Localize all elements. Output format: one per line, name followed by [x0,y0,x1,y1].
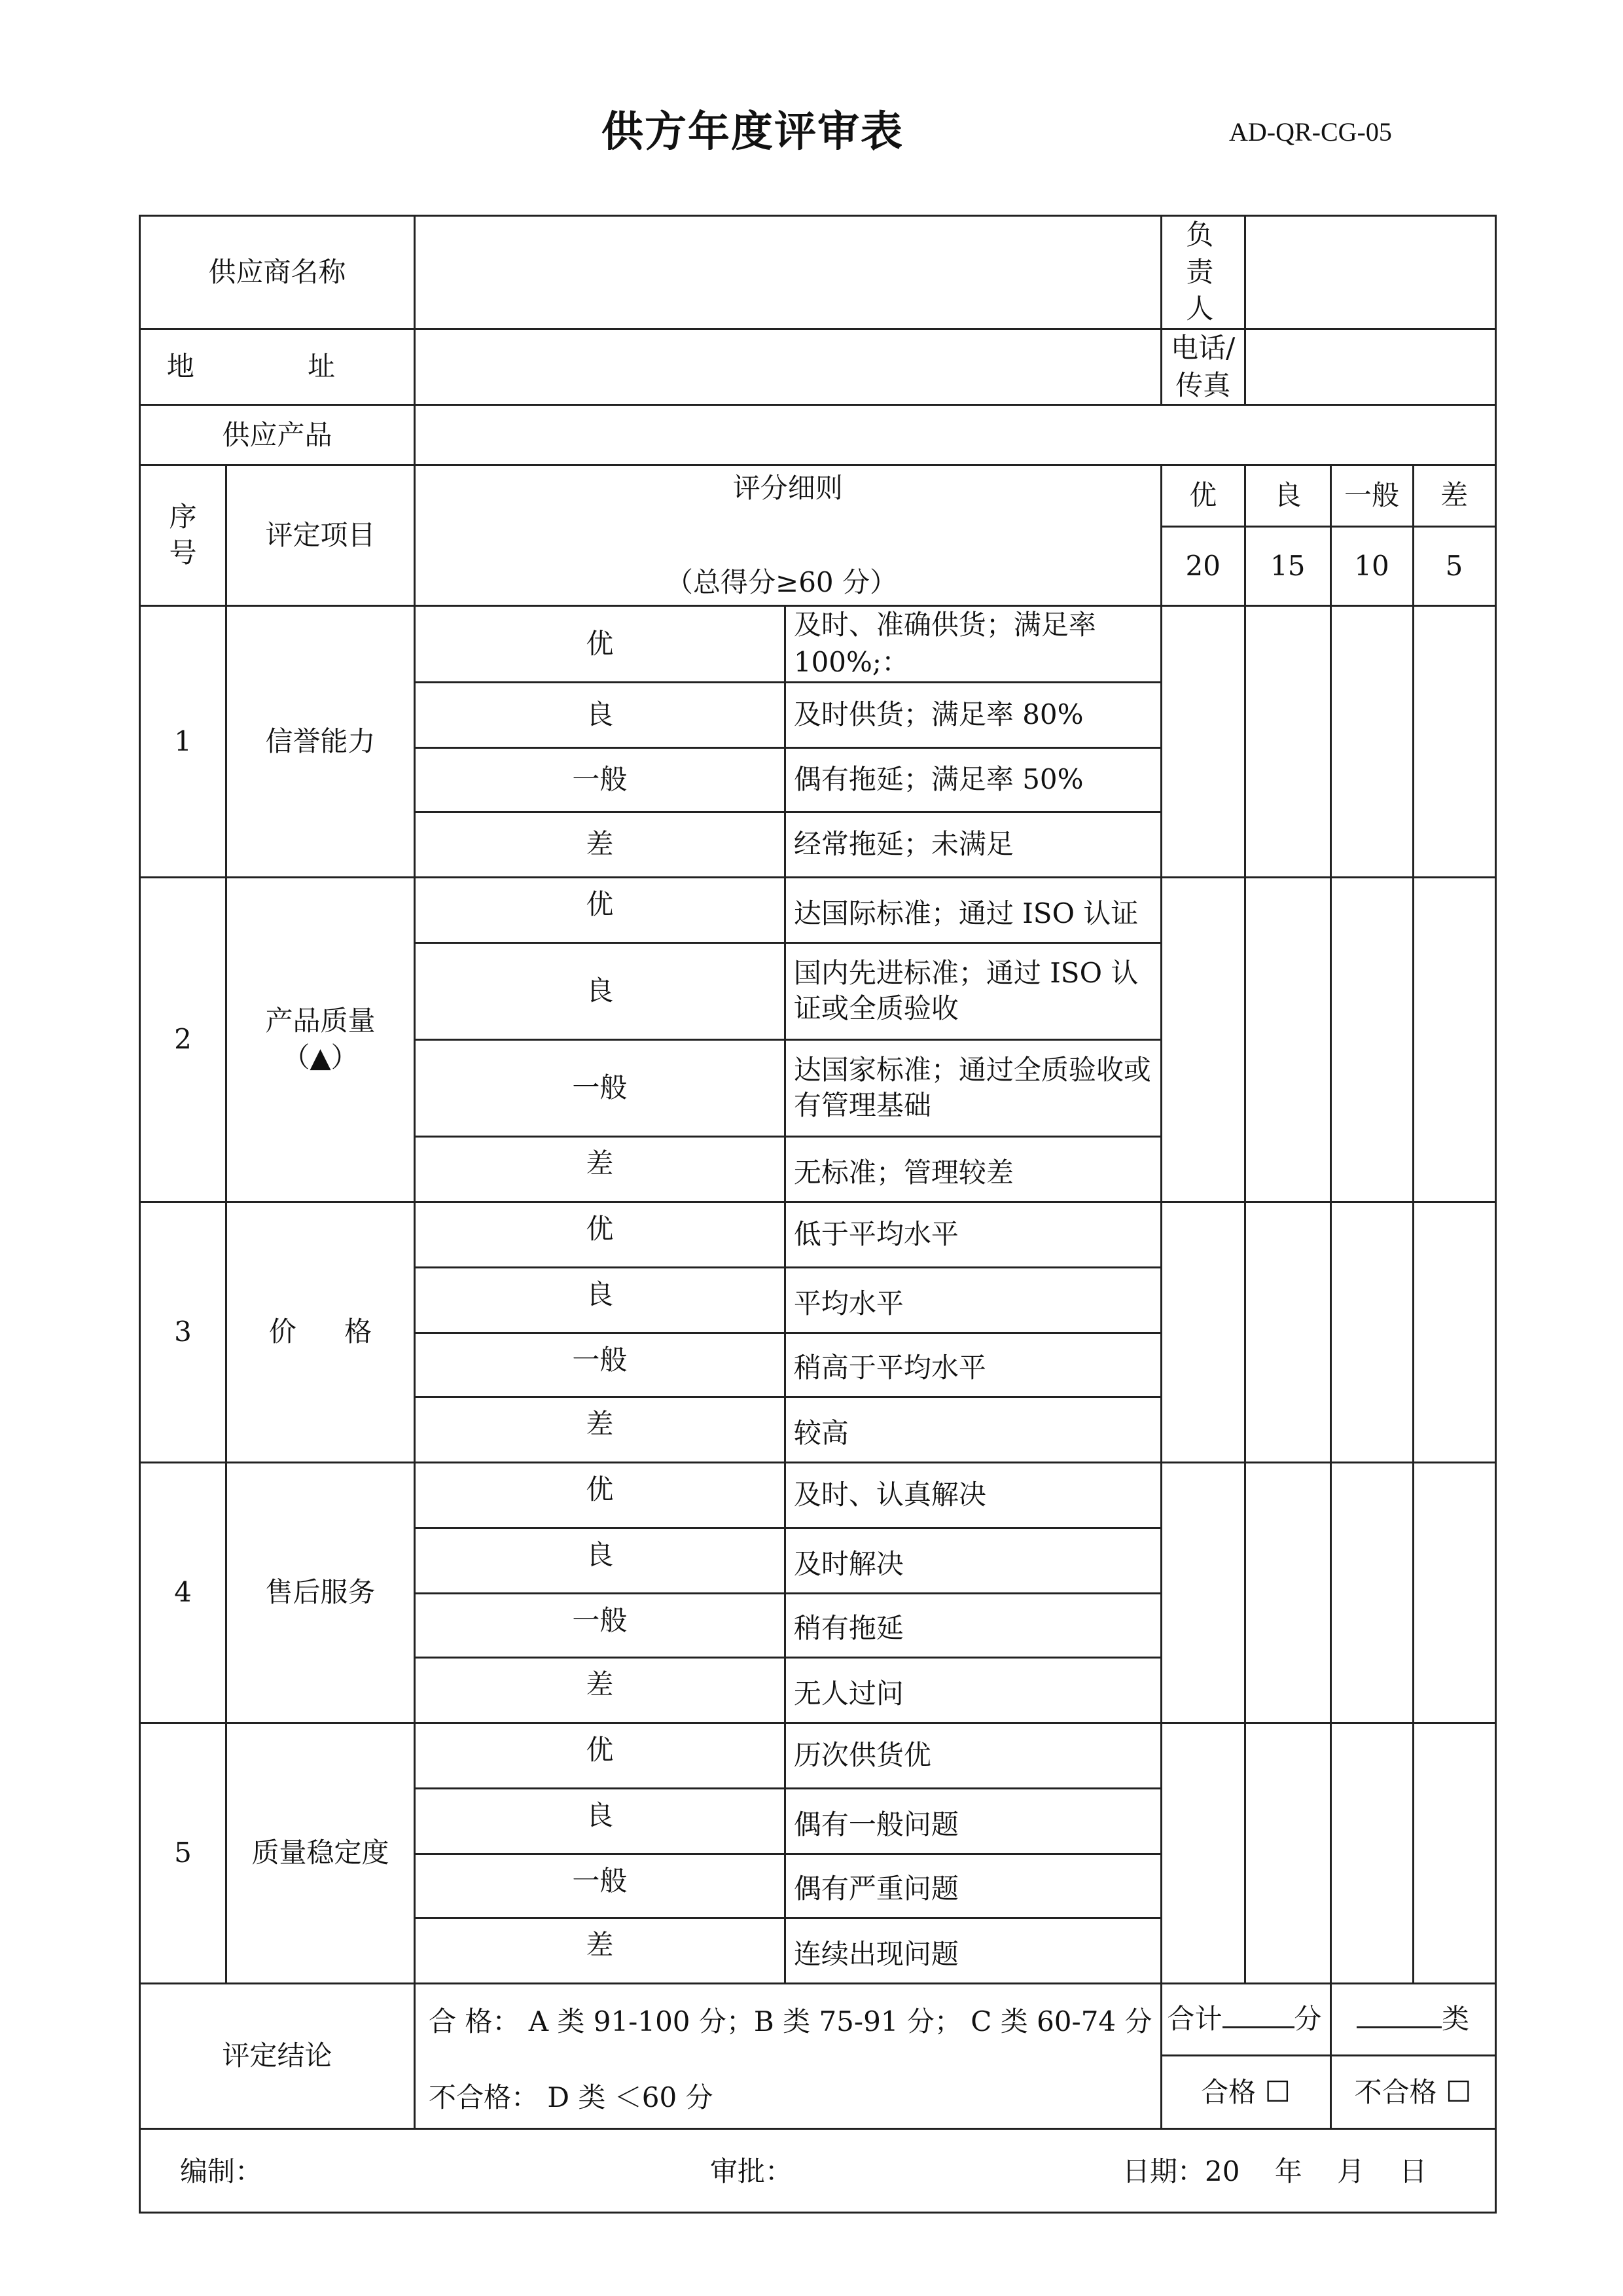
supplier-name-label: 供应商名称 [140,216,415,329]
rules-note: （总得分≥60 分） [666,565,897,598]
desc-cell: 稍高于平均水平 [785,1333,1161,1397]
item-seq: 3 [140,1202,226,1462]
desc-cell: 稍有拖延 [785,1593,1161,1657]
product-label: 供应产品 [140,405,415,465]
class-blank[interactable] [1357,2007,1442,2028]
grade-header-0: 优 [1161,465,1245,526]
score-cell-b[interactable] [1245,1723,1330,1983]
item-seq: 2 [140,877,226,1202]
approved-label: 审批： [710,2155,793,2188]
phone-fax-label: 电话/传真 [1161,329,1245,405]
class-cell [1330,1983,1495,2055]
item-seq: 5 [140,1723,226,1983]
desc-cell: 国内先进标准；通过 ISO 认证或全质验收 [785,942,1161,1039]
fail-option[interactable] [1330,2055,1495,2128]
compiled-label: 编制： [180,2155,263,2188]
grade-header-2: 一般 [1330,465,1413,526]
review-table [139,215,1497,2214]
conclusion-label: 评定结论 [140,1983,415,2128]
form-title: 供方年度评审表 [601,107,904,156]
grade-score-3: 5 [1413,526,1495,606]
grade-cell: 一般 [415,747,785,812]
pass-label: 合格 [1201,2075,1257,2108]
grade-cell: 优 [415,1723,785,1788]
total-score-cell [1161,1983,1330,2055]
desc-cell: 偶有一般问题 [785,1788,1161,1854]
score-cell-d[interactable] [1413,1202,1495,1462]
responsible-label: 负 责 人 [1161,216,1245,329]
product-field[interactable] [415,405,1496,465]
score-cell-d[interactable] [1413,606,1495,877]
address-label: 地 址 [140,329,415,405]
item-name: 售后服务 [226,1462,415,1723]
item-name-note: （▲） [282,1041,359,1074]
form-code: AD-QR-CG-05 [1229,117,1392,147]
responsible-field[interactable] [1245,216,1495,329]
phone-fax-field[interactable] [1245,329,1495,405]
desc-cell: 低于平均水平 [785,1202,1161,1267]
grade-cell: 优 [415,606,785,682]
grade-header-3: 差 [1413,465,1495,526]
signature-row [140,2128,1496,2212]
pass-criteria: 合 格： A 类 91-100 分；B 类 75-91 分； C 类 60-74 分 [429,2005,1152,2038]
rules-header [415,465,1162,606]
grade-score-1: 15 [1245,526,1330,606]
address-field[interactable] [415,329,1162,405]
desc-cell: 达国际标准；通过 ISO 认证 [785,877,1161,942]
item-seq: 4 [140,1462,226,1723]
score-cell-c[interactable] [1330,1202,1413,1462]
score-cell-a[interactable] [1161,606,1245,877]
grade-cell: 良 [415,942,785,1039]
score-cell-b[interactable] [1245,877,1330,1202]
grade-score-0: 20 [1161,526,1245,606]
pass-checkbox[interactable]: ☐ [1264,2075,1291,2109]
desc-cell: 及时、准确供货；满足率 100%;： [785,606,1161,682]
desc-cell: 及时、认真解决 [785,1462,1161,1528]
grade-cell: 一般 [415,1593,785,1657]
supplier-name-field[interactable] [415,216,1162,329]
date-label: 日期：20 年 月 日 [1122,2155,1427,2188]
grade-cell: 良 [415,1788,785,1854]
grade-cell: 优 [415,877,785,942]
desc-cell: 较高 [785,1397,1161,1462]
desc-cell: 历次供货优 [785,1723,1161,1788]
score-cell-d[interactable] [1413,1462,1495,1723]
item-name: 质量稳定度 [226,1723,415,1983]
desc-cell: 平均水平 [785,1267,1161,1333]
item-name-cell [226,877,415,1202]
grade-cell: 差 [415,812,785,877]
grade-cell: 优 [415,1462,785,1528]
desc-cell: 经常拖延；未满足 [785,812,1161,877]
grade-score-2: 10 [1330,526,1413,606]
desc-cell: 无人过问 [785,1657,1161,1723]
score-cell-a[interactable] [1161,877,1245,1202]
desc-cell: 无标准；管理较差 [785,1136,1161,1202]
grade-cell: 一般 [415,1039,785,1136]
grade-cell: 良 [415,682,785,747]
grade-cell: 优 [415,1202,785,1267]
desc-cell: 及时供货；满足率 80% [785,682,1161,747]
grade-cell: 良 [415,1267,785,1333]
score-cell-c[interactable] [1330,1723,1413,1983]
class-suffix: 类 [1442,2002,1470,2035]
total-suffix: 分 [1294,2002,1322,2035]
total-prefix: 合计 [1167,2002,1222,2035]
pass-option[interactable] [1161,2055,1330,2128]
grade-cell: 差 [415,1918,785,1983]
score-cell-d[interactable] [1413,877,1495,1202]
item-name: 信誉能力 [226,606,415,877]
desc-cell: 及时解决 [785,1528,1161,1593]
fail-criteria: 不合格： D 类 ＜60 分 [429,2081,713,2113]
grade-cell: 良 [415,1528,785,1593]
score-cell-a[interactable] [1161,1462,1245,1723]
score-cell-c[interactable] [1330,606,1413,877]
desc-cell: 达国家标准；通过全质验收或有管理基础 [785,1039,1161,1136]
score-cell-a[interactable] [1161,1723,1245,1983]
fail-checkbox[interactable]: ☐ [1445,2075,1472,2109]
item-header: 评定项目 [226,465,415,606]
score-cell-b[interactable] [1245,1462,1330,1723]
grade-header-1: 良 [1245,465,1330,526]
grade-cell: 一般 [415,1333,785,1397]
score-cell-b[interactable] [1245,606,1330,877]
score-cell-d[interactable] [1413,1723,1495,1983]
rules-label: 评分细则 [732,472,843,505]
score-cell-b[interactable] [1245,1202,1330,1462]
score-cell-c[interactable] [1330,877,1413,1202]
score-cell-c[interactable] [1330,1462,1413,1723]
score-cell-a[interactable] [1161,1202,1245,1462]
item-name: 价 格 [226,1202,415,1462]
desc-cell: 连续出现问题 [785,1918,1161,1983]
seq-header: 序号 [140,465,226,606]
grade-cell: 一般 [415,1854,785,1918]
conclusion-criteria [415,1983,1162,2128]
grade-cell: 差 [415,1397,785,1462]
grade-cell: 差 [415,1657,785,1723]
fail-label: 不合格 [1354,2075,1437,2108]
item-name: 产品质量 [265,1004,376,1037]
item-seq: 1 [140,606,226,877]
desc-cell: 偶有拖延；满足率 50% [785,747,1161,812]
desc-cell: 偶有严重问题 [785,1854,1161,1918]
total-blank[interactable] [1222,2007,1294,2028]
grade-cell: 差 [415,1136,785,1202]
